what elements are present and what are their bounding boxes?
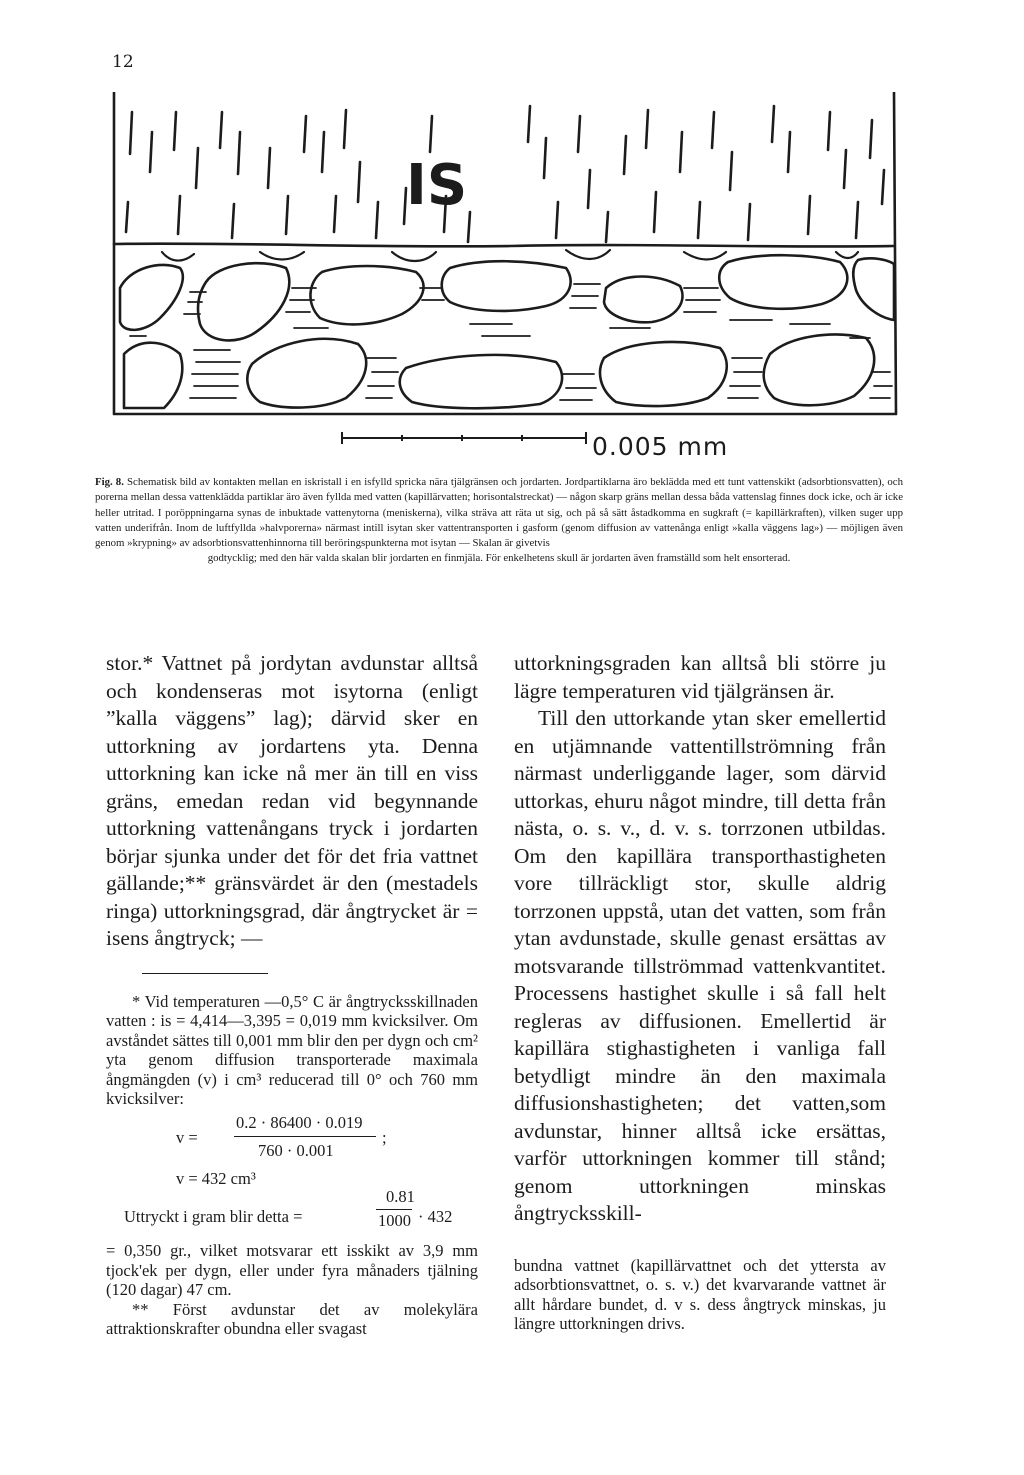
formula-gram	[106, 1187, 478, 1241]
ice-boundary	[114, 244, 894, 247]
caption-text: Schematisk bild av kontakten mellan en iskristall i en isfylld spricka nära tjälgränsen och jordarten. Jordpartiklarna äro beklädda med ett tunt vattenskikt (adsorbtionsvatten), och porerna mellan dessa vattenklädda partiklar äro även fyllda med vatten (kapillärvatten; horisontalstreckat) — någon skarp gräns mellan dessa båda vattenslag finnes dock icke, och är icke heller utritad. I poröppningarna synas de inbuktade vattenytorna (meniskerna), vilka sträva att räta ut sig, och på så sätt åstadkomma en sugkraft (= kapillärkraften), vilken suger upp vatten underifrån. Inom de luftfyllda »halvporerna» närmast intill isytan sker vattentransporten i gasform (genom diffusion av vattenånga enligt »kalla väggens lag») — möjligen även genom »krypning» av adsorbtionsvattenhinnorna till beröringspunkterna mot isytan — Skalan är givetvis	[95, 476, 903, 550]
scale-bar	[340, 428, 590, 448]
left-column	[106, 650, 478, 1339]
formula-gram-lhs: Uttryckt i gram blir detta =	[124, 1207, 303, 1227]
footnote-spacer	[514, 1228, 886, 1256]
scale-label: 0.005 mm	[592, 432, 729, 461]
formula-v-denominator: 760 · 0.001	[258, 1141, 334, 1161]
fraction-bar	[376, 1209, 412, 1210]
formula-v-numerator: 0.2 · 86400 · 0.019	[236, 1113, 363, 1133]
ice-hatching	[126, 106, 884, 242]
figure-ice-soil-contact	[110, 92, 898, 422]
formula-v	[106, 1113, 478, 1165]
body-paragraph-right-2: Till den uttorkande ytan sker emellertid en utjämnande vattentillströmning från närmast underliggande lager, som därvid uttorkas, ehuru något mindre, till detta från nästa, o. s. v., d. v. s. torrzonen utbildas. Om den kapillära transporthastigheten vore tillräckligt stor, skulle aldrig torrzonen uppstå, utan det vatten, som från ytan avdunstade, skulle genast ersättas av motsvarande tillströmmad vattenkvantitet. Processens hastighet skulle i så fall helt regleras av diffusionen. Emellertid är kapillära stighastigheten i vanliga fall betydligt mindre än den maximala diffusionshastigheten; det vatten,som avdunstar, hinner alltså icke ersättas, varför uttorkningen kommer till stånd; genom uttorkningen minskas ångtrycksskill-	[514, 706, 886, 1225]
figure-caption	[95, 475, 903, 567]
footnote-1-end: = 0,350 gr., vilket motsvarar ett isskikt av 3,9 mm tjock'ek per dygn, eller under fyra månaders tjälning (120 dagar) 47 cm.	[106, 1241, 478, 1300]
footnote-1: * Vid temperaturen —0,5° C är ångtrycksskillnaden vatten : is = 4,414—3,395 = 0,019 mm kvicksilver. Om avståndet sättes till 0,001 mm blir den per dygn och cm² yta genom diffusion transporterade maximala ångmängden (v) i cm³ reducerad till 0° och 760 mm kvicksilver:	[106, 991, 478, 1109]
footnote-rule	[142, 973, 268, 974]
caption-text-end: godtycklig; med den här valda skalan blir jordarten en finmjäla. För enkelhetens skull är jordarten även framställd som helt ensorterad.	[207, 552, 791, 565]
formula-v-lhs: v =	[176, 1128, 198, 1148]
formula-gram-denominator: 1000	[378, 1211, 411, 1231]
right-column	[514, 650, 886, 1334]
page-number: 12	[112, 52, 134, 72]
formula-v-result: v = 432 cm³	[176, 1169, 256, 1189]
footnote-2: ** Först avdunstar det av molekylära attraktionskrafter obundna eller svagast	[106, 1299, 478, 1339]
footnote-2-continued: bundna vattnet (kapillärvattnet och det yttersta av adsorbtionsvattnet, o. s. v.) det kvarvarande vattnet är allt hårdare bundet, d. v s. dess ångtryck minskas, ju längre uttorkningen drivs.	[514, 1255, 886, 1334]
body-paragraph-left: stor.* Vattnet på jordytan avdunstar alltså och kondenseras mot isytorna (enligt ”kalla väggens” lag); därvid sker en uttorkning av jordartens yta. Denna uttorkning kan icke nå mer än till en viss gräns, emedan redan vid begynnande uttorkning vattenångans tryck i jordarten börjar sjunka under det för det fria vattnet gällande;** gränsvärdet är den (mestadels ringa) uttorkningsgrad, där ångtrycket är = isens ångtryck; —	[106, 651, 478, 950]
fraction-bar	[234, 1136, 376, 1137]
caption-label: Fig. 8.	[95, 476, 124, 488]
formula-gram-numerator: 0.81	[386, 1187, 415, 1207]
formula-gram-tail: · 432	[418, 1207, 453, 1227]
formula-v-tail: ;	[382, 1128, 387, 1148]
ice-label: IS	[406, 153, 468, 218]
body-paragraph-right-1: uttorkningsgraden kan alltså bli större ju lägre temperaturen vid tjälgränsen är.	[514, 651, 886, 703]
